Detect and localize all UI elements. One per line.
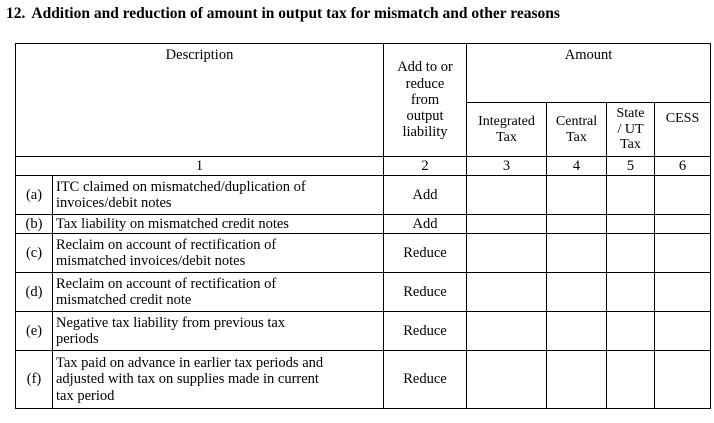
table-row xyxy=(16,215,711,234)
cess-cell xyxy=(655,273,711,312)
row-action: Reduce xyxy=(384,273,467,312)
integrated-tax-cell xyxy=(467,215,547,234)
state-ut-tax-cell xyxy=(607,176,655,215)
row-description: Negative tax liability from previous tax periods xyxy=(53,312,384,351)
section-heading xyxy=(6,5,560,23)
row-label: (e) xyxy=(16,312,53,351)
integrated-tax-cell xyxy=(467,351,547,409)
row-label: (c) xyxy=(16,234,53,273)
row-label: (b) xyxy=(16,215,53,234)
row-action: Add xyxy=(384,176,467,215)
row-action: Reduce xyxy=(384,312,467,351)
table-row xyxy=(16,234,711,273)
tax-table xyxy=(15,43,711,409)
central-tax-cell xyxy=(547,312,607,351)
column-number: 2 xyxy=(384,157,467,176)
row-label: (d) xyxy=(16,273,53,312)
state-ut-tax-cell xyxy=(607,215,655,234)
cess-cell xyxy=(655,176,711,215)
table-row xyxy=(16,312,711,351)
header-add-reduce: Add to or reduce from output liability xyxy=(384,44,467,157)
central-tax-cell xyxy=(547,234,607,273)
row-description: Reclaim on account of rectification of mismatched credit note xyxy=(53,273,384,312)
integrated-tax-cell xyxy=(467,176,547,215)
section-title: Addition and reduction of amount in output tax for mismatch and other reasons xyxy=(31,5,560,22)
integrated-tax-cell xyxy=(467,273,547,312)
row-description: Reclaim on account of rectification of mismatched invoices/debit notes xyxy=(53,234,384,273)
row-description: ITC claimed on mismatched/duplication of invoices/debit notes xyxy=(53,176,384,215)
row-action: Reduce xyxy=(384,234,467,273)
row-description: Tax liability on mismatched credit notes xyxy=(53,215,384,234)
cess-cell xyxy=(655,351,711,409)
header-amount: Amount xyxy=(467,44,711,103)
central-tax-cell xyxy=(547,273,607,312)
central-tax-cell xyxy=(547,215,607,234)
column-number: 1 xyxy=(16,157,384,176)
row-action: Add xyxy=(384,215,467,234)
integrated-tax-cell xyxy=(467,312,547,351)
header-state-ut-tax: State / UT Tax xyxy=(607,103,655,157)
header-cess: CESS xyxy=(655,103,711,157)
integrated-tax-cell xyxy=(467,234,547,273)
cess-cell xyxy=(655,312,711,351)
row-label: (a) xyxy=(16,176,53,215)
section-number: 12. xyxy=(6,5,26,22)
row-description: Tax paid on advance in earlier tax periods and adjusted with tax on supplies made in current tax period xyxy=(53,351,384,409)
column-number: 6 xyxy=(655,157,711,176)
table-row xyxy=(16,273,711,312)
header-integrated-tax: Integrated Tax xyxy=(467,103,547,157)
column-number: 3 xyxy=(467,157,547,176)
cess-cell xyxy=(655,234,711,273)
state-ut-tax-cell xyxy=(607,351,655,409)
table-row xyxy=(16,351,711,409)
header-description: Description xyxy=(16,44,384,157)
column-number: 5 xyxy=(607,157,655,176)
column-number: 4 xyxy=(547,157,607,176)
row-action: Reduce xyxy=(384,351,467,409)
table-row xyxy=(16,176,711,215)
central-tax-cell xyxy=(547,176,607,215)
cess-cell xyxy=(655,215,711,234)
header-central-tax: Central Tax xyxy=(547,103,607,157)
central-tax-cell xyxy=(547,351,607,409)
state-ut-tax-cell xyxy=(607,273,655,312)
state-ut-tax-cell xyxy=(607,234,655,273)
row-label: (f) xyxy=(16,351,53,409)
column-number-row xyxy=(16,157,711,176)
state-ut-tax-cell xyxy=(607,312,655,351)
